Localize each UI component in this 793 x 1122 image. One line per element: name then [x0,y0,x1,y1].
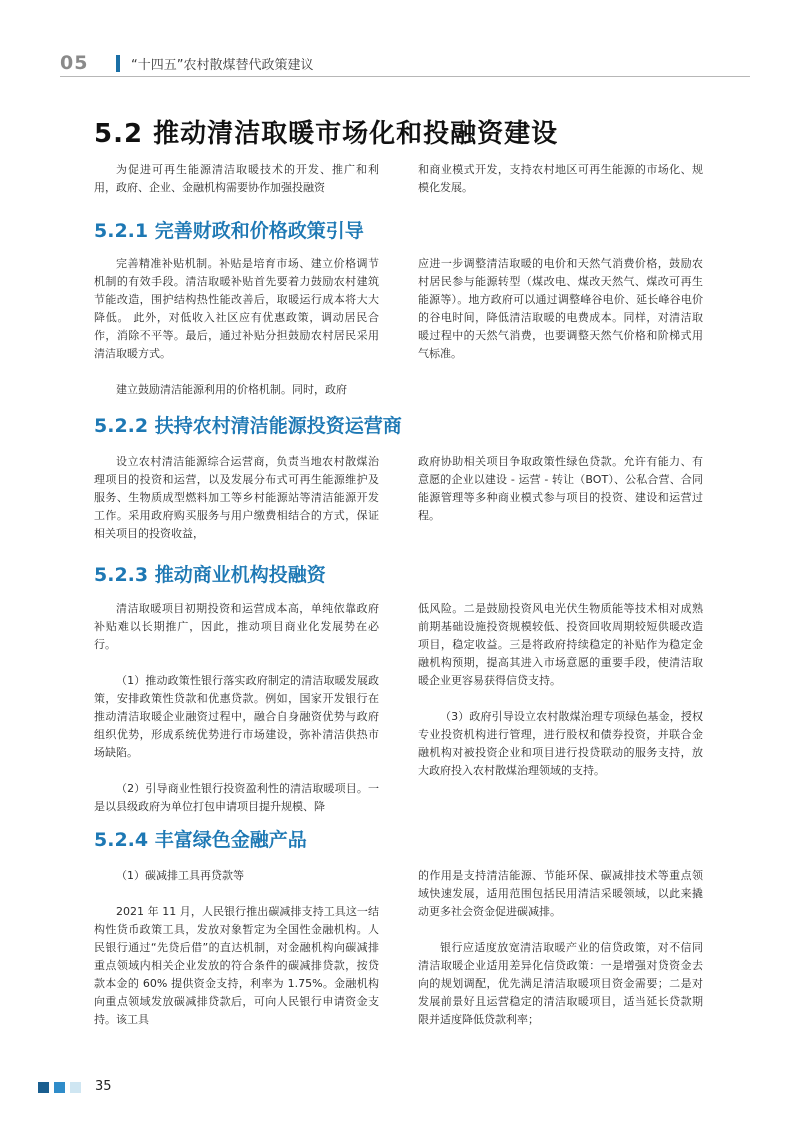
intro-right-column [418,161,703,197]
s1-paragraph-2-cont: 应进一步调整清洁取暖的电价和天然气消费价格，鼓励农村居民参与能源转型（煤改电、煤改天然气、煤改可再生能源等）。地方政府可以通过调整峰谷电价、延长峰谷电价的谷电时间，降低清洁取暖的电费成本。同样，对清洁取暖过程中的天然气消费，也要调整天然气价格和阶梯式用气标准。 [418,257,703,360]
s1-right-column [418,255,703,363]
intro-paragraph-cont: 和商业模式开发，支持农村地区可再生能源的市场化、规模化发展。 [418,163,703,194]
s4-subheading: （1）碳减排工具再贷款等 [116,869,244,882]
page-header [60,46,750,80]
s4-paragraph-2: 银行应适度放宽清洁取暖产业的信贷政策，对不信同清洁取暖企业适用差异化信贷政策：一是增强对贷资金去向的规划调配，优先满足清洁取暖项目资金需要；二是对发展前景好且运营稳定的清洁取暖项目，适当延长贷款期限并适度降低贷款利率； [418,941,703,1026]
s3-paragraph-2: （1）推动政策性银行落实政府制定的清洁取暖发展政策，安排政策性贷款和优惠贷款。例如，国家开发银行在推动清洁取暖企业融资过程中，融合自身融资优势与政府组织优势，形成系统优势进行市场建设，弥补清洁供热市场缺陷。 [94,674,379,759]
s2-left-column [94,453,379,543]
s3-paragraph-4: （3）政府引导设立农村散煤治理专项绿色基金，授权专业投资机构进行管理，进行股权和债券投资，并联合金融机构对被投资企业和项目进行投贷联动的服务支持，放大政府投入农村散煤治理领域的支持。 [418,710,703,777]
chapter-number: 05 [60,52,89,74]
page-number: 35 [95,1079,112,1094]
s3-paragraph-1: 清洁取暖项目初期投资和运营成本高，单纯依靠政府补贴难以长期推广，因此，推动项目商业化发展势在必行。 [94,602,379,651]
footer-square-dark [38,1082,49,1093]
chapter-title: “十四五”农村散煤替代政策建议 [131,58,314,73]
s1-paragraph-2: 建立鼓励清洁能源利用的价格机制。同时，政府 [116,383,347,396]
header-divider [60,76,750,77]
intro-left-column [94,161,379,197]
s1-left-column [94,255,379,399]
s4-paragraph-1-cont: 的作用是支持清洁能源、节能环保、碳减排技术等重点领域快速发展，适用范围包括民用清洁采暖领域，以此来撬动更多社会资金促进碳减排。 [418,869,703,918]
s3-paragraph-3: （2）引导商业性银行投资盈利性的清洁取暖项目。一是以县级政府为单位打包申请项目提升规模、降 [94,782,379,813]
s3-paragraph-3-cont: 低风险。二是鼓励投资风电光伏生物质能等技术相对成熟前期基础设施投资规模较低、投资回收周期较短供暖改造项目，稳定收益。三是将政府持续稳定的补贴作为稳定金融机构预期，提高其进入市场意愿的重要手段，使清洁取暖企业更容易获得信贷支持。 [418,602,703,687]
s4-right-column [418,867,703,1029]
section-heading-5-2-3: 5.2.3 推动商业机构投融资 [94,564,326,586]
footer-square-light [70,1082,81,1093]
section-heading-5-2-2: 5.2.2 扶持农村清洁能源投资运营商 [94,415,402,437]
intro-paragraph: 为促进可再生能源清洁取暖技术的开发、推广和利用，政府、企业、金融机构需要协作加强投融资 [94,163,379,194]
s2-paragraph-1-cont: 政府协助相关项目争取政策性绿色贷款。允许有能力、有意愿的企业以建设 - 运营 - 转让（BOT）、公私合营、合同能源管理等多种商业模式参与项目的投资、建设和运营过程。 [418,455,703,522]
section-heading-5-2-1: 5.2.1 完善财政和价格政策引导 [94,220,364,242]
s4-paragraph-1: 2021 年 11 月，人民银行推出碳减排支持工具这一结构性货币政策工具，发放对象暂定为全国性金融机构。人民银行通过“先贷后借”的直达机制，对金融机构向碳减排重点领域内相关企业发放的符合条件的碳减排贷款，按贷款本金的 60% 提供资金支持，利率为 1.75%。金融机构向重点领域发放碳减排贷款后，可向人民银行申请资金支持。该工具 [94,905,379,1026]
section-heading-5-2-4: 5.2.4 丰富绿色金融产品 [94,829,307,851]
s3-left-column [94,600,379,816]
s3-right-column [418,600,703,780]
page-title: 5.2 推动清洁取暖市场化和投融资建设 [94,119,559,149]
s2-right-column [418,453,703,525]
s1-paragraph-1: 完善精准补贴机制。补贴是培育市场、建立价格调节机制的有效手段。清洁取暖补贴首先要着力鼓励农村建筑节能改造，围护结构热性能改善后，取暖运行成本将大大降低。 此外，对低收入社区应有优惠政策，调动居民合作，消除不平等。最后，通过补贴分担鼓励农村居民采用清洁取暖方式。 [94,257,379,360]
s4-left-column [94,867,379,1029]
footer-square-mid [54,1082,65,1093]
s2-paragraph-1: 设立农村清洁能源综合运营商，负责当地农村散煤治理项目的投资和运营，以及发展分布式可再生能源维护及服务、生物质成型燃料加工等乡村能源站等清洁能源开发工作。采用政府购买服务与用户缴费相结合的方式，保证相关项目的投资收益， [94,455,379,540]
chapter-accent-bar [116,55,120,72]
